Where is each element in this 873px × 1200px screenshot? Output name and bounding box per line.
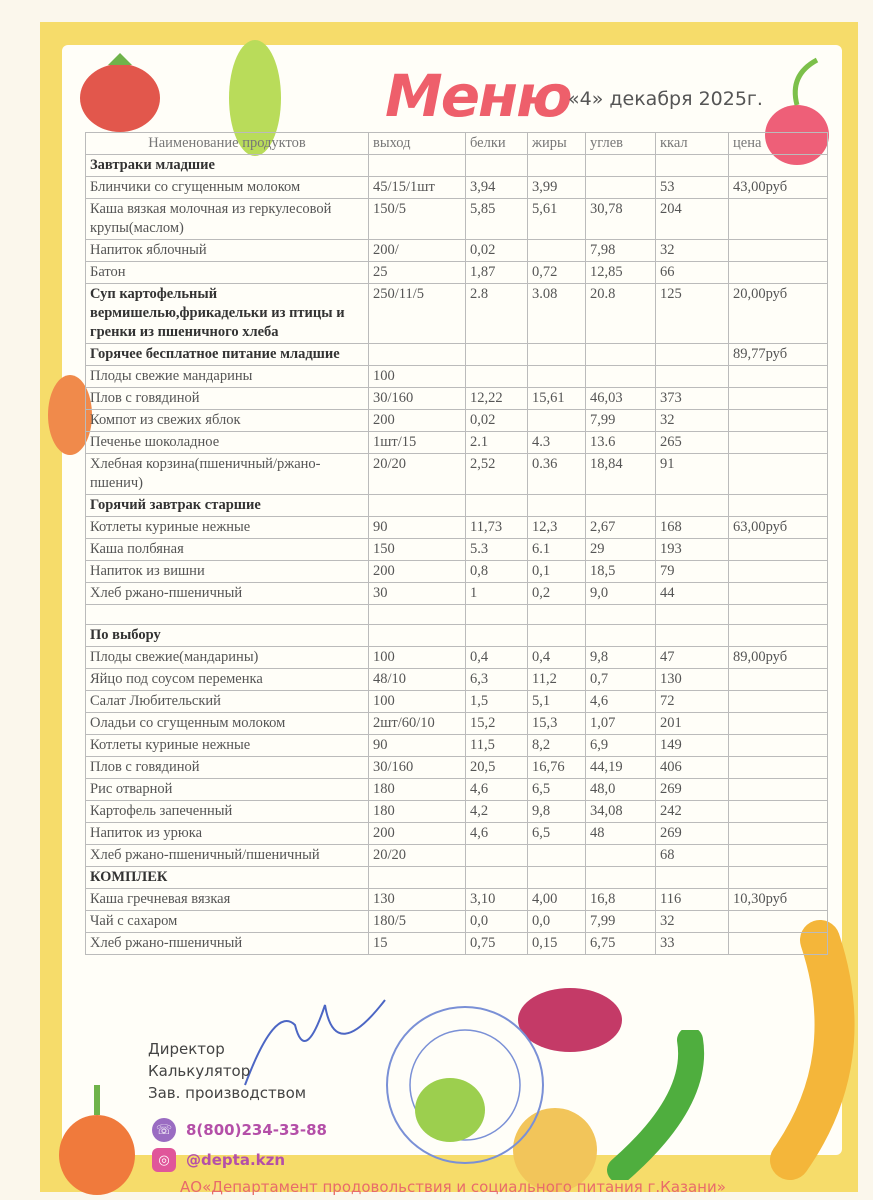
item-output: 200 — [369, 410, 466, 432]
item-name: Чай с сахаром — [86, 911, 369, 933]
section-row — [86, 155, 828, 177]
table-row — [86, 454, 828, 495]
item-output: 250/11/5 — [369, 284, 466, 344]
table-row — [86, 240, 828, 262]
item-fat: 15,3 — [528, 713, 586, 735]
table-row — [86, 177, 828, 199]
item-kcal — [656, 495, 729, 517]
item-kcal: 269 — [656, 823, 729, 845]
item-carbs: 18,5 — [586, 561, 656, 583]
item-carbs — [586, 177, 656, 199]
item-output: 30/160 — [369, 388, 466, 410]
item-fat — [528, 366, 586, 388]
tomato-illustration-icon — [68, 40, 178, 140]
item-protein: 5,85 — [466, 199, 528, 240]
table-row — [86, 539, 828, 561]
item-name: Напиток из вишни — [86, 561, 369, 583]
item-fat: 0,15 — [528, 933, 586, 955]
table-row — [86, 199, 828, 240]
table-row — [86, 735, 828, 757]
section-row — [86, 284, 828, 344]
item-name: Каша гречневая вязкая — [86, 889, 369, 911]
table-row — [86, 823, 828, 845]
item-output: 90 — [369, 517, 466, 539]
item-carbs: 0,7 — [586, 669, 656, 691]
table-row — [86, 432, 828, 454]
item-protein: 2.1 — [466, 432, 528, 454]
phone-contact — [152, 1118, 327, 1142]
item-protein: 2,52 — [466, 454, 528, 495]
table-row — [86, 691, 828, 713]
item-name: Горячий завтрак старшие — [86, 495, 369, 517]
section-row — [86, 867, 828, 889]
item-protein: 20,5 — [466, 757, 528, 779]
item-fat: 6,5 — [528, 779, 586, 801]
item-price: 89,77руб — [729, 344, 828, 366]
item-protein: 5.3 — [466, 539, 528, 561]
table-row — [86, 410, 828, 432]
table-row — [86, 713, 828, 735]
item-output: 90 — [369, 735, 466, 757]
item-price — [729, 713, 828, 735]
item-name: Суп картофельный вермишелью,фрикадельки из птицы и гренки из пшеничного хлеба — [86, 284, 369, 344]
item-carbs: 7,98 — [586, 240, 656, 262]
menu-logo-title: Меню — [385, 62, 571, 130]
item-kcal: 204 — [656, 199, 729, 240]
item-name: Котлеты куриные нежные — [86, 735, 369, 757]
table-row — [86, 561, 828, 583]
item-name: Салат Любительский — [86, 691, 369, 713]
item-output — [369, 344, 466, 366]
item-protein — [466, 625, 528, 647]
production-head-label: Зав. производством — [148, 1084, 307, 1102]
item-kcal: 201 — [656, 713, 729, 735]
table-row — [86, 911, 828, 933]
item-price — [729, 757, 828, 779]
item-output: 200 — [369, 823, 466, 845]
item-protein — [466, 366, 528, 388]
item-output — [369, 155, 466, 177]
item-price — [729, 539, 828, 561]
item-kcal: 53 — [656, 177, 729, 199]
item-price — [729, 454, 828, 495]
item-name: Плов с говядиной — [86, 388, 369, 410]
item-output: 20/20 — [369, 454, 466, 495]
item-protein: 11,5 — [466, 735, 528, 757]
table-row — [86, 517, 828, 539]
column-header-carbs: углев — [586, 133, 656, 155]
phone-number: 8(800)234-33-88 — [186, 1121, 327, 1139]
item-output: 100 — [369, 366, 466, 388]
item-output: 180/5 — [369, 911, 466, 933]
item-name: Плов с говядиной — [86, 757, 369, 779]
item-fat — [528, 867, 586, 889]
item-output: 20/20 — [369, 845, 466, 867]
item-name: Завтраки младшие — [86, 155, 369, 177]
item-kcal: 91 — [656, 454, 729, 495]
item-price — [729, 845, 828, 867]
item-kcal: 125 — [656, 284, 729, 344]
item-protein — [466, 155, 528, 177]
item-carbs: 16,8 — [586, 889, 656, 911]
item-carbs: 4,6 — [586, 691, 656, 713]
item-price — [729, 779, 828, 801]
item-output: 100 — [369, 647, 466, 669]
item-protein: 0,8 — [466, 561, 528, 583]
item-price — [729, 933, 828, 955]
item-output — [369, 867, 466, 889]
item-name: Горячее бесплатное питание младшие — [86, 344, 369, 366]
item-fat — [528, 625, 586, 647]
pea-pod-illustration-icon — [600, 1030, 710, 1180]
item-price — [729, 155, 828, 177]
item-output — [369, 495, 466, 517]
item-fat: 0,4 — [528, 647, 586, 669]
item-name: Батон — [86, 262, 369, 284]
item-name: Хлеб ржано-пшеничный — [86, 933, 369, 955]
item-protein: 0,02 — [466, 240, 528, 262]
item-fat: 15,61 — [528, 388, 586, 410]
section-row — [86, 625, 828, 647]
item-fat: 12,3 — [528, 517, 586, 539]
item-kcal: 32 — [656, 240, 729, 262]
item-carbs: 18,84 — [586, 454, 656, 495]
item-price — [729, 410, 828, 432]
item-carbs — [586, 155, 656, 177]
item-protein: 3,94 — [466, 177, 528, 199]
item-carbs: 7,99 — [586, 911, 656, 933]
item-carbs: 1,07 — [586, 713, 656, 735]
item-fat: 0,0 — [528, 911, 586, 933]
signature-block — [148, 1038, 306, 1104]
item-price: 20,00руб — [729, 284, 828, 344]
column-header-fat: жиры — [528, 133, 586, 155]
item-output: 30/160 — [369, 757, 466, 779]
item-kcal: 130 — [656, 669, 729, 691]
column-header-output: выход — [369, 133, 466, 155]
item-carbs — [586, 495, 656, 517]
item-output — [369, 605, 466, 625]
item-carbs: 34,08 — [586, 801, 656, 823]
item-fat — [528, 155, 586, 177]
menu-date: «4» декабря 2025г. — [568, 88, 763, 110]
table-row — [86, 801, 828, 823]
item-protein — [466, 344, 528, 366]
item-fat: 4,00 — [528, 889, 586, 911]
item-price — [729, 495, 828, 517]
item-kcal — [656, 605, 729, 625]
item-carbs: 44,19 — [586, 757, 656, 779]
item-name: Яйцо под соусом переменка — [86, 669, 369, 691]
item-carbs: 30,78 — [586, 199, 656, 240]
item-protein: 0,0 — [466, 911, 528, 933]
phone-icon: ☏ — [152, 1118, 176, 1142]
item-output: 48/10 — [369, 669, 466, 691]
item-kcal: 406 — [656, 757, 729, 779]
menu-table — [85, 132, 828, 955]
item-name: Хлеб ржано-пшеничный/пшеничный — [86, 845, 369, 867]
item-price: 43,00руб — [729, 177, 828, 199]
item-output: 200 — [369, 561, 466, 583]
item-carbs — [586, 605, 656, 625]
item-price — [729, 801, 828, 823]
item-fat — [528, 240, 586, 262]
item-price — [729, 605, 828, 625]
item-price — [729, 432, 828, 454]
item-output: 150/5 — [369, 199, 466, 240]
item-price: 10,30руб — [729, 889, 828, 911]
item-output: 150 — [369, 539, 466, 561]
item-protein: 11,73 — [466, 517, 528, 539]
item-fat: 0,72 — [528, 262, 586, 284]
item-price — [729, 735, 828, 757]
item-name: Напиток из урюка — [86, 823, 369, 845]
item-carbs: 29 — [586, 539, 656, 561]
item-fat: 5,61 — [528, 199, 586, 240]
item-fat — [528, 410, 586, 432]
item-name: Напиток яблочный — [86, 240, 369, 262]
item-protein — [466, 605, 528, 625]
item-fat: 0.36 — [528, 454, 586, 495]
instagram-handle: @depta.kzn — [186, 1151, 286, 1169]
item-carbs — [586, 845, 656, 867]
item-fat: 16,76 — [528, 757, 586, 779]
item-kcal: 116 — [656, 889, 729, 911]
item-carbs: 48 — [586, 823, 656, 845]
item-fat: 4.3 — [528, 432, 586, 454]
item-name: По выбору — [86, 625, 369, 647]
item-carbs: 9,8 — [586, 647, 656, 669]
section-row — [86, 495, 828, 517]
item-kcal: 32 — [656, 911, 729, 933]
item-protein: 4,6 — [466, 823, 528, 845]
instagram-contact — [152, 1148, 285, 1172]
table-row — [86, 845, 828, 867]
item-price — [729, 691, 828, 713]
director-label: Директор — [148, 1040, 225, 1058]
table-row — [86, 366, 828, 388]
item-carbs: 6,75 — [586, 933, 656, 955]
item-price — [729, 867, 828, 889]
item-kcal: 68 — [656, 845, 729, 867]
item-price — [729, 669, 828, 691]
item-fat — [528, 845, 586, 867]
item-kcal — [656, 625, 729, 647]
item-name: Котлеты куриные нежные — [86, 517, 369, 539]
item-price — [729, 366, 828, 388]
item-carbs: 46,03 — [586, 388, 656, 410]
item-output: 30 — [369, 583, 466, 605]
item-kcal: 32 — [656, 410, 729, 432]
item-name: Картофель запеченный — [86, 801, 369, 823]
table-row — [86, 889, 828, 911]
item-carbs: 20.8 — [586, 284, 656, 344]
item-kcal: 193 — [656, 539, 729, 561]
item-price — [729, 240, 828, 262]
item-fat: 3,99 — [528, 177, 586, 199]
item-fat: 3.08 — [528, 284, 586, 344]
item-protein: 1,5 — [466, 691, 528, 713]
item-kcal: 242 — [656, 801, 729, 823]
item-kcal — [656, 867, 729, 889]
item-carbs: 9,0 — [586, 583, 656, 605]
item-carbs — [586, 625, 656, 647]
item-protein: 0,02 — [466, 410, 528, 432]
column-header-protein: белки — [466, 133, 528, 155]
item-fat: 0,1 — [528, 561, 586, 583]
item-kcal: 168 — [656, 517, 729, 539]
item-carbs: 6,9 — [586, 735, 656, 757]
table-row — [86, 757, 828, 779]
column-header-name: Наименование продуктов — [86, 133, 369, 155]
item-protein: 12,22 — [466, 388, 528, 410]
item-price: 89,00руб — [729, 647, 828, 669]
item-name: Печенье шоколадное — [86, 432, 369, 454]
item-price — [729, 823, 828, 845]
item-fat: 6.1 — [528, 539, 586, 561]
item-kcal: 265 — [656, 432, 729, 454]
item-protein: 0,4 — [466, 647, 528, 669]
item-carbs: 7,99 — [586, 410, 656, 432]
item-protein: 2.8 — [466, 284, 528, 344]
item-kcal — [656, 366, 729, 388]
item-output: 1шт/15 — [369, 432, 466, 454]
calculator-label: Калькулятор — [148, 1062, 251, 1080]
item-kcal: 33 — [656, 933, 729, 955]
item-carbs — [586, 344, 656, 366]
item-protein: 6,3 — [466, 669, 528, 691]
item-fat: 11,2 — [528, 669, 586, 691]
item-carbs: 48,0 — [586, 779, 656, 801]
item-fat: 8,2 — [528, 735, 586, 757]
item-name: Каша полбяная — [86, 539, 369, 561]
item-name: Каша вязкая молочная из геркулесовой крупы(маслом) — [86, 199, 369, 240]
item-protein: 1 — [466, 583, 528, 605]
table-row — [86, 388, 828, 410]
item-name — [86, 605, 369, 625]
item-price — [729, 625, 828, 647]
item-kcal: 149 — [656, 735, 729, 757]
item-carbs — [586, 366, 656, 388]
item-kcal: 44 — [656, 583, 729, 605]
footer-organization: АО«Департамент продовольствия и социального питания г.Казани» — [180, 1178, 726, 1196]
item-output: 180 — [369, 779, 466, 801]
item-fat — [528, 344, 586, 366]
item-output: 2шт/60/10 — [369, 713, 466, 735]
table-row — [86, 669, 828, 691]
item-fat: 5,1 — [528, 691, 586, 713]
item-protein — [466, 867, 528, 889]
item-price — [729, 911, 828, 933]
item-output: 100 — [369, 691, 466, 713]
empty-row — [86, 605, 828, 625]
item-output: 45/15/1шт — [369, 177, 466, 199]
item-price — [729, 388, 828, 410]
item-kcal: 373 — [656, 388, 729, 410]
item-protein: 1,87 — [466, 262, 528, 284]
item-output: 15 — [369, 933, 466, 955]
item-name: Блинчики со сгущенным молоком — [86, 177, 369, 199]
item-output: 200/ — [369, 240, 466, 262]
item-output: 130 — [369, 889, 466, 911]
section-row — [86, 344, 828, 366]
item-fat: 0,2 — [528, 583, 586, 605]
item-fat: 6,5 — [528, 823, 586, 845]
column-header-price: цена — [729, 133, 828, 155]
column-header-kcal: ккал — [656, 133, 729, 155]
table-row — [86, 262, 828, 284]
item-fat — [528, 495, 586, 517]
item-carbs: 12,85 — [586, 262, 656, 284]
item-price — [729, 199, 828, 240]
item-fat — [528, 605, 586, 625]
item-kcal: 47 — [656, 647, 729, 669]
item-name: КОМПЛЕК — [86, 867, 369, 889]
item-kcal — [656, 344, 729, 366]
item-kcal: 79 — [656, 561, 729, 583]
item-carbs: 13.6 — [586, 432, 656, 454]
item-kcal: 269 — [656, 779, 729, 801]
item-output: 25 — [369, 262, 466, 284]
table-row — [86, 933, 828, 955]
item-protein: 3,10 — [466, 889, 528, 911]
item-protein: 4,2 — [466, 801, 528, 823]
item-carbs — [586, 867, 656, 889]
item-name: Плоды свежие мандарины — [86, 366, 369, 388]
instagram-icon: ◎ — [152, 1148, 176, 1172]
item-kcal: 66 — [656, 262, 729, 284]
item-name: Рис отварной — [86, 779, 369, 801]
item-name: Плоды свежие(мандарины) — [86, 647, 369, 669]
item-protein: 15,2 — [466, 713, 528, 735]
table-row — [86, 647, 828, 669]
item-price — [729, 583, 828, 605]
item-carbs: 2,67 — [586, 517, 656, 539]
item-protein — [466, 845, 528, 867]
table-header-row — [86, 133, 828, 155]
item-price: 63,00руб — [729, 517, 828, 539]
item-price — [729, 262, 828, 284]
item-output — [369, 625, 466, 647]
table-row — [86, 583, 828, 605]
item-protein: 4,6 — [466, 779, 528, 801]
onion-illustration-icon — [52, 1040, 142, 1200]
item-fat: 9,8 — [528, 801, 586, 823]
item-kcal: 72 — [656, 691, 729, 713]
item-kcal — [656, 155, 729, 177]
item-price — [729, 561, 828, 583]
banana-illustration-icon — [750, 920, 860, 1180]
item-name: Оладьи со сгущенным молоком — [86, 713, 369, 735]
item-name: Хлебная корзина(пшеничный/ржано-пшенич) — [86, 454, 369, 495]
item-name: Хлеб ржано-пшеничный — [86, 583, 369, 605]
item-name: Компот из свежих яблок — [86, 410, 369, 432]
item-output: 180 — [369, 801, 466, 823]
item-protein: 0,75 — [466, 933, 528, 955]
item-protein — [466, 495, 528, 517]
table-row — [86, 779, 828, 801]
